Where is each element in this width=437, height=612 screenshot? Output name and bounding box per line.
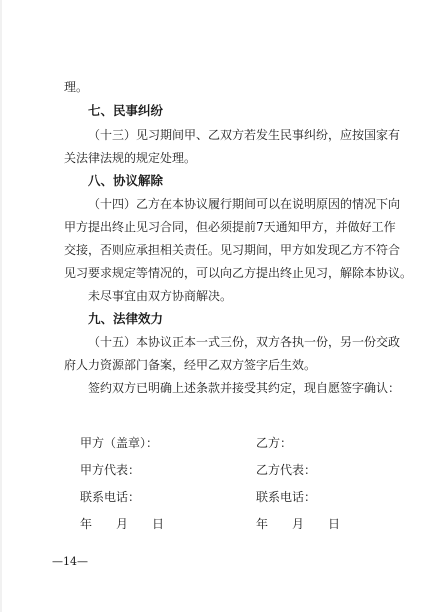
party-a-rep-label: 甲方代表： (80, 463, 141, 477)
section-heading-termination: 八、协议解除 (88, 173, 164, 188)
party-b-rep-label: 乙方代表： (256, 463, 317, 477)
party-b-phone-label: 联系电话： (256, 490, 317, 504)
text-line-continuation: 理。 (64, 80, 89, 94)
party-b-date: 年 月 日 (256, 517, 341, 531)
clause-14-line-1: （十四）乙方在本协议履行期间可以在说明原因的情况下向 (88, 197, 401, 211)
clause-13-line-2: 关法律法规的规定处理。 (64, 151, 197, 165)
clause-15-line-2: 府人力资源部门备案，经甲乙双方签字后生效。 (64, 358, 317, 372)
scan-edge (0, 0, 2, 612)
clause-13-line-1: （十三）见习期间甲、乙双方若发生民事纠纷，应按国家有 (88, 128, 401, 142)
party-a-seal-label: 甲方（盖章）： (80, 436, 159, 450)
clause-14-line-2: 甲方提出终止见习合同，但必须提前7天通知甲方，并做好工作 (64, 220, 396, 234)
page-number: —14— (52, 555, 88, 568)
section-heading-civil-disputes: 七、民事纠纷 (88, 103, 164, 118)
clause-14-line-4: 见习要求规定等情况的，可以向乙方提出终止见习，解除本协议。 (64, 266, 413, 280)
section-heading-legal-effect: 九、法律效力 (88, 311, 164, 326)
party-b-label: 乙方： (256, 436, 293, 450)
clause-14-line-5: 未尽事宜由双方协商解决。 (88, 289, 233, 303)
clause-15-line-1: （十五）本协议正本一式三份，双方各执一份，另一份交政 (88, 335, 401, 349)
party-a-phone-label: 联系电话： (80, 490, 141, 504)
party-a-date: 年 月 日 (80, 517, 165, 531)
signing-statement: 签约双方已明确上述条款并接受其约定，现自愿签字确认： (88, 381, 401, 395)
clause-14-line-3: 交接，否则应承担相关责任。见习期间，甲方如发现乙方不符合 (64, 243, 401, 257)
